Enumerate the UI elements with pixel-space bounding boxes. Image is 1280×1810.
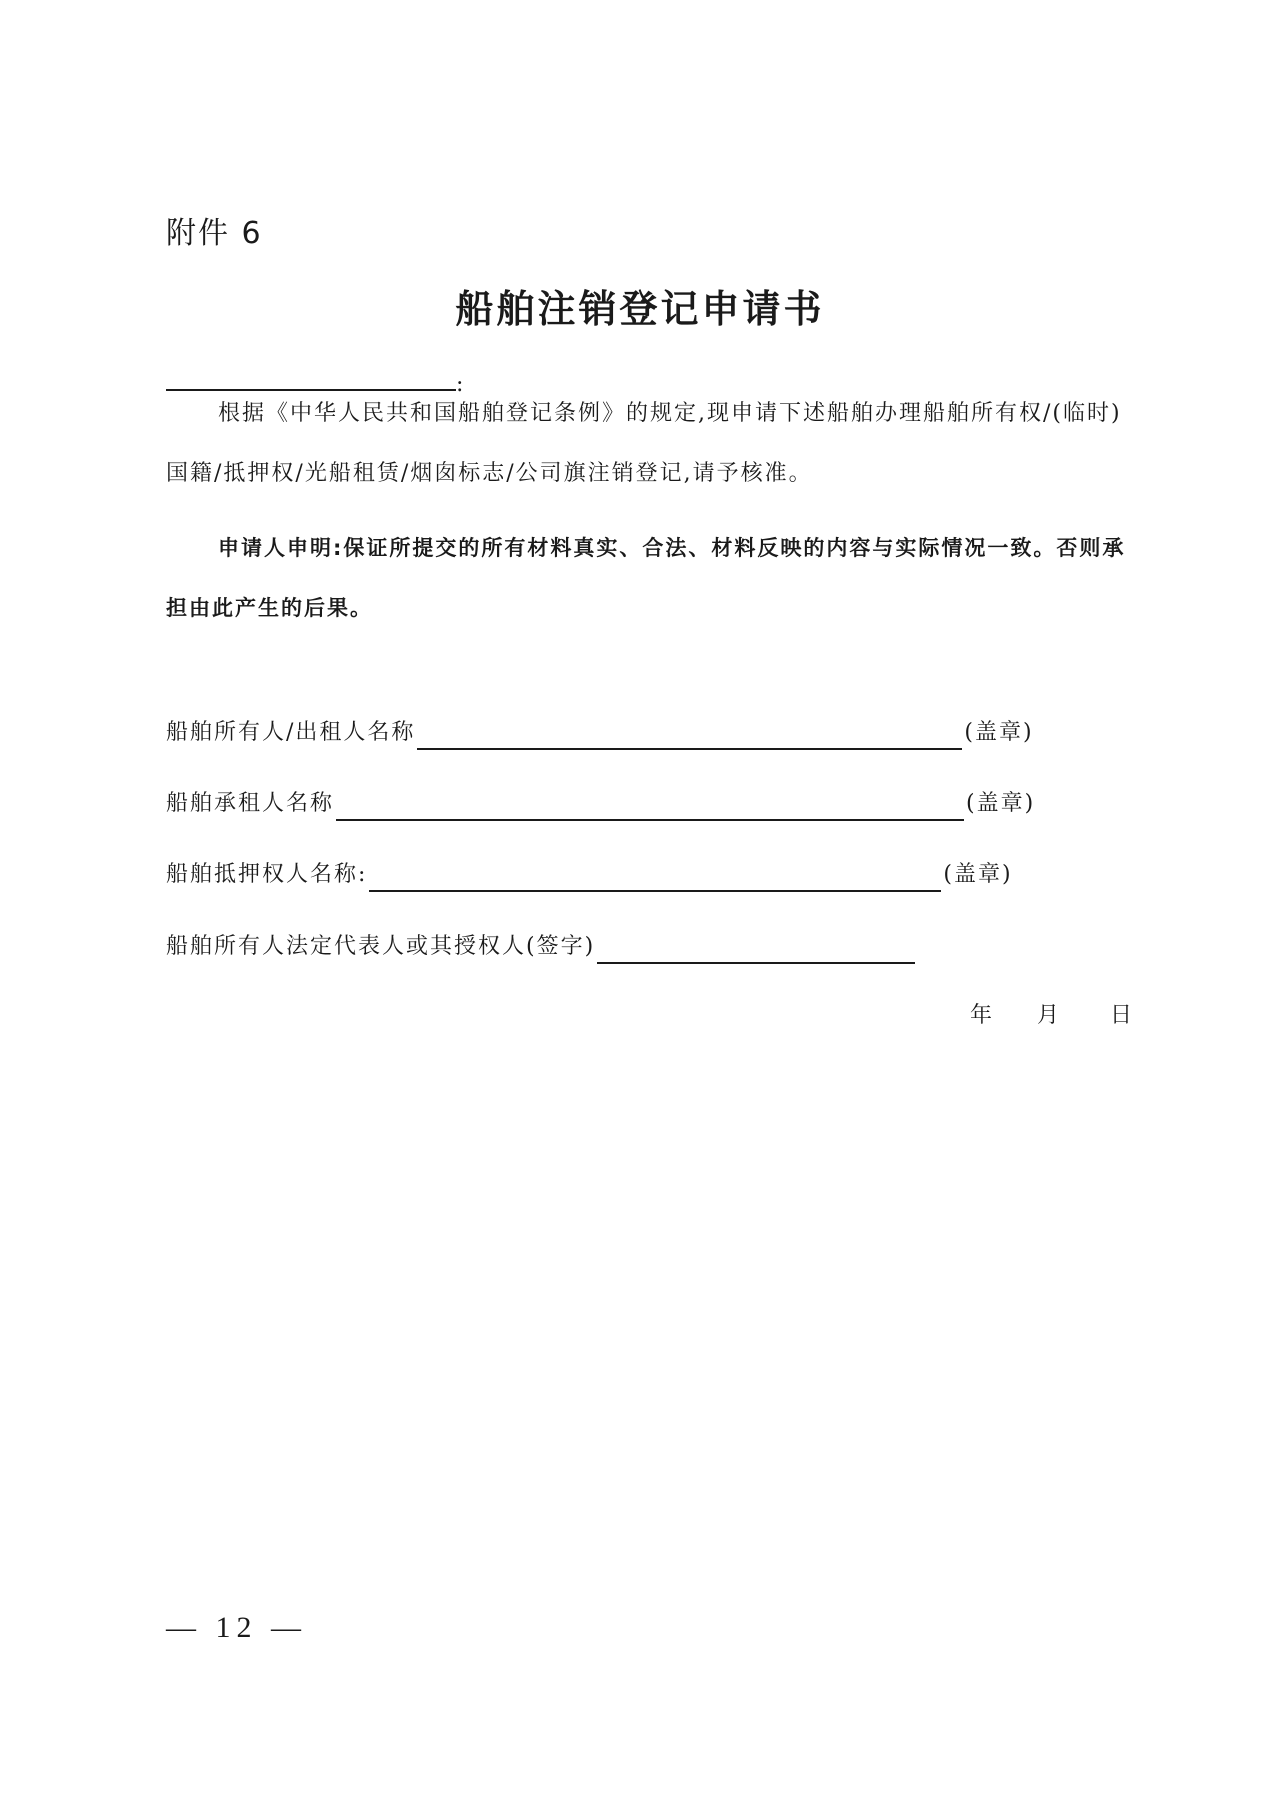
page-number: — 12 — xyxy=(166,1611,307,1644)
owner-name-field[interactable] xyxy=(417,722,962,750)
charterer-seal-label: (盖章) xyxy=(966,791,1036,816)
owner-signature-row xyxy=(166,716,1034,750)
applicant-declaration-paragraph: 申请人申明:保证所提交的所有材料真实、合法、材料反映的内容与实际情况一致。否则承担由此产生的后果。 xyxy=(166,536,1126,620)
owner-label: 船舶所有人/出租人名称 xyxy=(166,720,416,745)
attachment-label: 附件 6 xyxy=(166,216,263,251)
document-title: 船舶注销登记申请书 xyxy=(455,287,825,331)
addressee-colon: : xyxy=(456,372,464,397)
date-day: 日 xyxy=(1110,1003,1133,1028)
mortgagee-name-field[interactable] xyxy=(369,864,941,892)
date-month: 月 xyxy=(1037,1003,1060,1028)
representative-signature-row xyxy=(166,930,917,964)
mortgagee-label: 船舶抵押权人名称: xyxy=(166,862,368,887)
charterer-signature-row xyxy=(166,787,1035,821)
mortgagee-seal-label: (盖章) xyxy=(943,862,1013,887)
representative-signature-field[interactable] xyxy=(597,936,915,964)
mortgagee-signature-row xyxy=(166,858,1013,892)
charterer-label: 船舶承租人名称 xyxy=(166,791,335,816)
representative-label: 船舶所有人法定代表人或其授权人(签字) xyxy=(166,934,596,959)
charterer-name-field[interactable] xyxy=(336,793,964,821)
application-basis-paragraph: 根据《中华人民共和国船舶登记条例》的规定,现申请下述船舶办理船舶所有权/(临时)国籍/抵押权/光船租赁/烟囱标志/公司旗注销登记,请予核准。 xyxy=(166,401,1122,486)
owner-seal-label: (盖章) xyxy=(964,720,1034,745)
date-line xyxy=(970,999,1132,1033)
date-year: 年 xyxy=(970,1003,993,1028)
